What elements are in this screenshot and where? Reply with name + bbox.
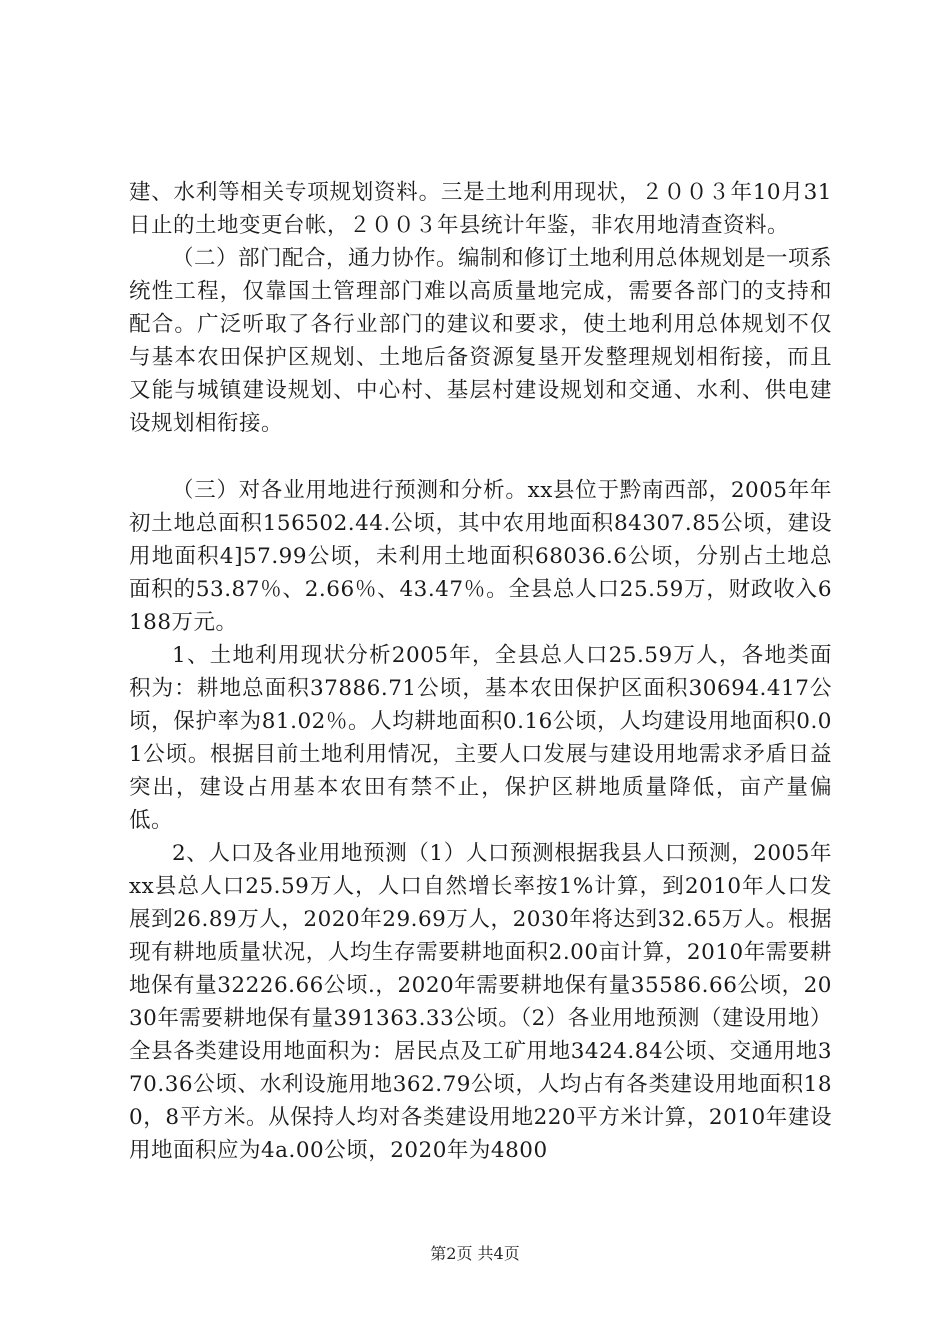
document-body <box>129 176 832 1167</box>
paragraph-population-forecast: 2、人口及各业用地预测（1）人口预测根据我县人口预测，2005年xx县总人口25.59万人，人口自然增长率按1%计算，到2010年人口发展到26.89万人，2020年29.69万人，2030年将达到32.65万人。根据现有耕地质量状况，人均生存需要耕地面积2.00亩计算，2010年需要耕地保有量32226.66公顷.，2020年需要耕地保有量35586.66公顷，2030年需要耕地保有量391363.33公顷。（2）各业用地预测（建设用地）全县各类建设用地面积为：居民点及工矿用地3424.84公顷、交通用地370.36公顷、水利设施用地362.79公顷，人均占有各类建设用地面积180，8平方米。从保持人均对各类建设用地220平方米计算，2010年建设用地面积应为4a.00公顷，2020年为4800 <box>129 841 832 1163</box>
paragraph-department-cooperation: （二）部门配合，通力协作。编制和修订土地利用总体规划是一项系统性工程，仅靠国土管理部门难以高质量地完成，需要各部门的支持和配合。广泛听取了各行业部门的建议和要求，使土地利用总体规划不仅与基本农田保护区规划、土地后备资源复垦开发整理规划相衔接，而且又能与城镇建设规划、中心村、基层村建设规划和交通、水利、供电建设规划相衔接。 <box>129 246 833 436</box>
paragraph-land-use-status: 1、土地利用现状分析2005年，全县总人口25.59万人，各地类面积为：耕地总面积37886.71公顷，基本农田保护区面积30694.417公顷，保护率为81.02％。人均耕地面积0.16公顷，人均建设用地面积0.01公顷。根据目前土地利用情况，主要人口发展与建设用地需求矛盾日益突出，建设占用基本农田有禁不止，保护区耕地质量降低，亩产量偏低。 <box>129 643 832 833</box>
paragraph-data-sources: 建、水利等相关专项规划资料。三是土地利用现状，２００３年10月31日止的土地变更台帐，２００３年县统计年鉴，非农用地清查资料。 <box>129 180 832 238</box>
paragraph-land-use-forecast: （三）对各业用地进行预测和分析。xx县位于黔南西部，2005年年初土地总面积156502.44.公顷，其中农用地面积84307.85公顷，建设用地面积4]57.99公顷，未利用土地面积68036.6公顷，分别占土地总面积的53.87％、2.66％、43.47％。全县总人口25.59万，财政收入6188万元。 <box>129 478 832 635</box>
page-number: 第2页 共4页 <box>430 1244 520 1263</box>
